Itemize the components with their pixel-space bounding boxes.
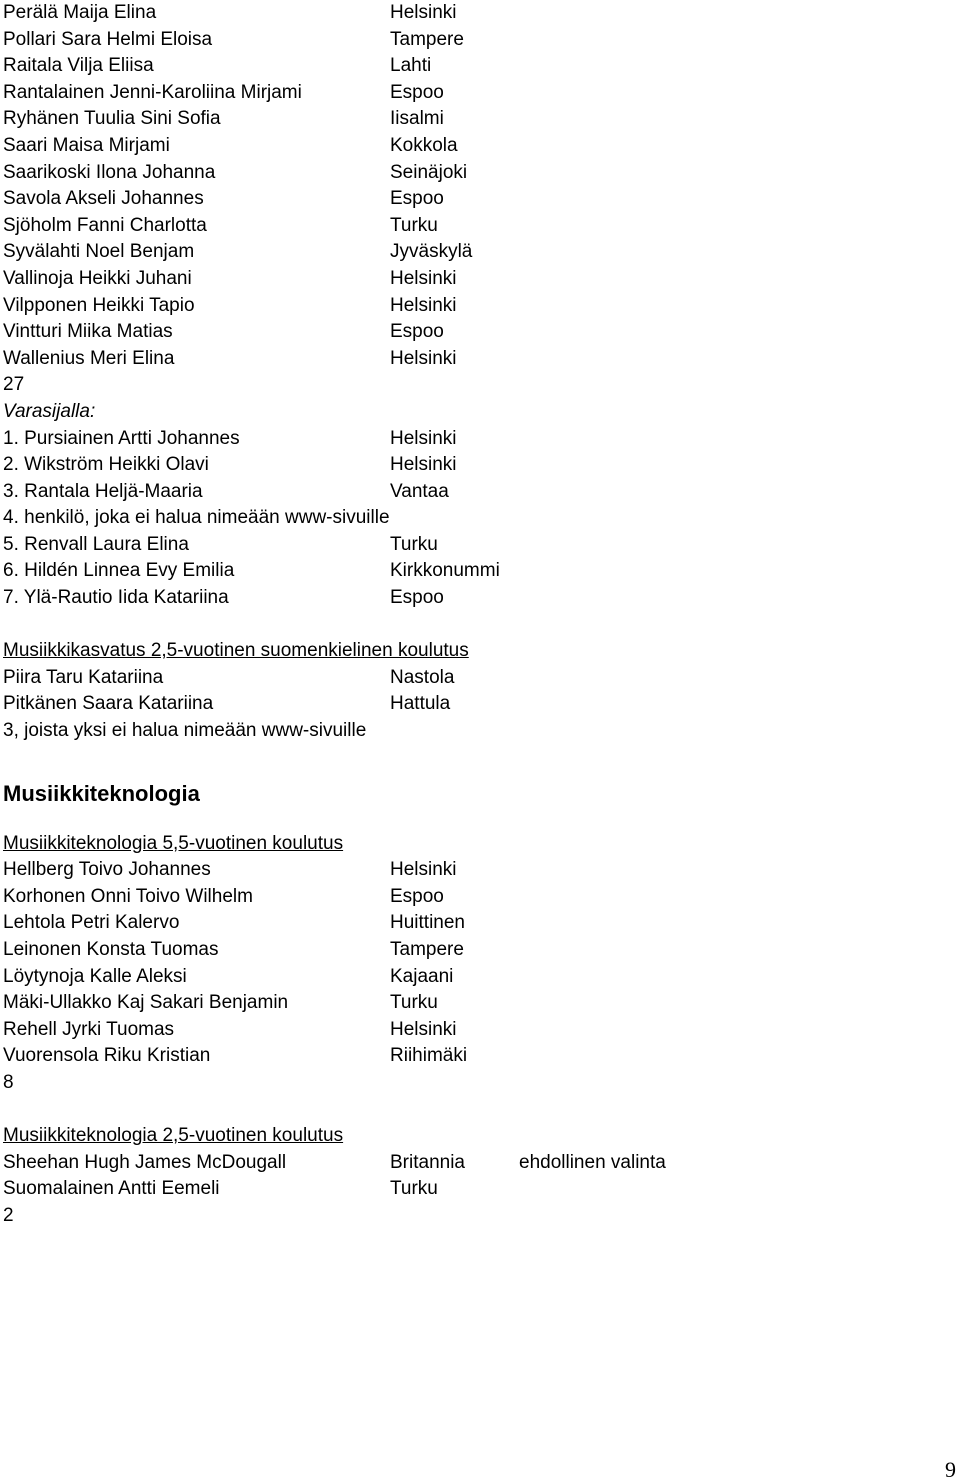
program-title: Musiikkiteknologia 5,5-vuotinen koulutus [3,832,344,854]
person-name: Mäki-Ullakko Kaj Sakari Benjamin [3,992,289,1014]
list-item [3,80,943,107]
person-name: Rehell Jyrki Tuomas [3,1018,175,1040]
person-name: Perälä Maija Elina [3,2,157,23]
person-name: 7. Ylä-Rautio Iida Katariina [3,587,229,609]
person-name: 3. Rantala Heljä-Maaria [3,480,203,502]
list-item [3,1043,943,1070]
reserve-item [3,505,943,532]
person-city: Kokkola [390,134,458,156]
person-city: Huittinen [390,912,465,934]
person-city: Espoo [390,188,444,210]
program-title-line [3,831,943,858]
person-name: 1. Pursiainen Artti Johannes [3,427,240,449]
list-item [3,665,943,692]
count-text: 8 [3,1071,14,1093]
list-item [3,857,943,884]
list-item [3,910,943,937]
person-name: Vilpponen Heikki Tapio [3,294,195,316]
person-name: Pollari Sara Helmi Eloisa [3,28,213,50]
block4-list [3,1123,943,1229]
person-city: Espoo [390,321,444,343]
person-name: Sheehan Hugh James McDougall [3,1151,287,1173]
person-name: Hellberg Toivo Johannes [3,859,211,881]
count-line [3,372,943,399]
person-city: Turku [390,533,438,555]
person-name: Sjöholm Fanni Charlotta [3,214,207,236]
program-title-line [3,1123,943,1150]
person-city: Helsinki [390,294,457,316]
reserve-item [3,585,943,612]
person-city: Seinäjoki [390,161,468,183]
person-name: Lehtola Petri Kalervo [3,912,180,934]
person-name: Savola Akseli Johannes [3,188,204,210]
person-name: Vuorensola Riku Kristian [3,1045,211,1067]
person-city: Turku [390,1178,438,1200]
list-item [3,990,943,1017]
person-name: Korhonen Onni Toivo Wilhelm [3,885,253,907]
person-city: Britannia [390,1151,465,1173]
person-city: Turku [390,214,438,236]
block2-list [3,638,943,744]
block1-list [3,0,943,612]
count-line [3,1070,943,1097]
person-name: Saarikoski Ilona Johanna [3,161,216,183]
list-item [3,937,943,964]
person-city: Lahti [390,55,432,77]
person-city: Helsinki [390,2,457,23]
person-note: ehdollinen valinta [519,1151,666,1173]
list-item [3,964,943,991]
person-name: Pitkänen Saara Katariina [3,693,214,715]
person-name: Rantalainen Jenni-Karoliina Mirjami [3,81,302,103]
list-item [3,106,943,133]
list-item [3,1150,943,1177]
program-title: Musiikkiteknologia 2,5-vuotinen koulutus [3,1125,344,1147]
list-item [3,186,943,213]
list-item [3,0,943,27]
person-name: 2. Wikström Heikki Olavi [3,454,209,476]
count-line [3,1203,943,1230]
list-item [3,1176,943,1203]
document-page [3,0,943,1230]
person-name: Suomalainen Antti Eemeli [3,1178,220,1200]
list-item [3,239,943,266]
person-name: Saari Maisa Mirjami [3,134,170,156]
list-item [3,53,943,80]
program-title-line [3,638,943,665]
list-item [3,213,943,240]
person-city: Helsinki [390,427,457,449]
reserve-label-line [3,399,943,426]
reserve-item [3,426,943,453]
list-item [3,319,943,346]
person-city: Kirkkonummi [390,560,500,582]
list-item [3,27,943,54]
person-city: Kajaani [390,965,454,987]
reserve-item [3,479,943,506]
person-name: Piira Taru Katariina [3,666,164,688]
person-name: Vintturi Miika Matias [3,321,173,343]
block3-list [3,831,943,1097]
person-name: Ryhänen Tuulia Sini Sofia [3,108,221,130]
count-line [3,718,943,745]
person-city: Espoo [390,81,444,103]
list-item [3,266,943,293]
person-city: Nastola [390,666,455,688]
list-item [3,133,943,160]
count-text: 27 [3,374,25,396]
person-city: Jyväskylä [390,241,473,263]
section-heading: Musiikkiteknologia [3,780,200,806]
person-city: Helsinki [390,347,457,369]
person-city: Helsinki [390,1018,457,1040]
person-city: Espoo [390,885,444,907]
person-city: Riihimäki [390,1045,468,1067]
person-city: Vantaa [390,480,449,502]
person-name: Raitala Vilja Eliisa [3,55,154,77]
person-name: 4. henkilö, joka ei halua nimeään www-sivuille [3,507,390,529]
person-city: Hattula [390,693,451,715]
person-city: Turku [390,992,438,1014]
person-name: 5. Renvall Laura Elina [3,533,189,555]
list-item [3,884,943,911]
count-text: 3, joista yksi ei halua nimeään www-sivuille [3,720,367,742]
person-city: Espoo [390,587,444,609]
person-city: Helsinki [390,454,457,476]
person-city: Tampere [390,939,464,960]
person-name: Wallenius Meri Elina [3,347,175,369]
reserve-item [3,558,943,585]
list-item [3,160,943,187]
person-city: Helsinki [390,859,457,881]
list-item [3,1017,943,1044]
person-name: 6. Hildén Linnea Evy Emilia [3,560,235,582]
person-name: Vallinoja Heikki Juhani [3,267,192,289]
person-name: Leinonen Konsta Tuomas [3,939,219,960]
program-title: Musiikkikasvatus 2,5-vuotinen suomenkielinen koulutus [3,640,469,662]
list-item [3,691,943,718]
person-name: Löytynoja Kalle Aleksi [3,965,187,987]
list-item [3,293,943,320]
person-city: Helsinki [390,267,457,289]
list-item [3,346,943,373]
count-text: 2 [3,1204,14,1226]
page-number: 9 [945,1457,956,1482]
person-city: Tampere [390,28,464,50]
person-city: Iisalmi [390,108,444,130]
reserve-item [3,532,943,559]
person-name: Syvälahti Noel Benjam [3,241,195,263]
reserve-label: Varasijalla: [3,400,96,422]
reserve-item [3,452,943,479]
